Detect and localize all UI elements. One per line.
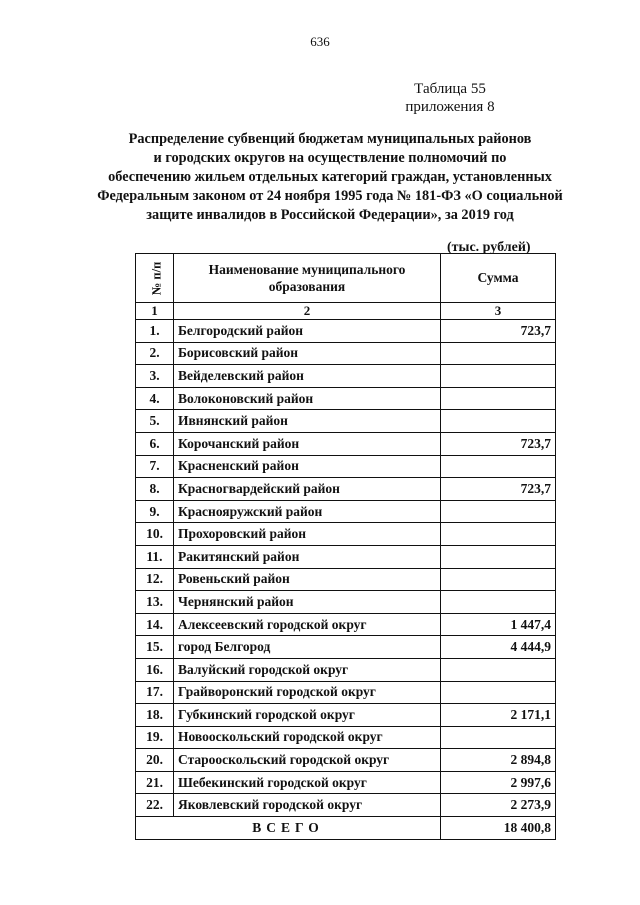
row-name: Шебекинский городской округ	[174, 771, 441, 794]
table-row	[136, 681, 556, 704]
row-number: 16.	[136, 658, 174, 681]
row-number: 6.	[136, 432, 174, 455]
row-name: Волоконовский район	[174, 387, 441, 410]
row-name: Новооскольский городской округ	[174, 726, 441, 749]
header-number-label: № п/п	[149, 261, 164, 296]
table-row	[136, 500, 556, 523]
row-sum: 4 444,9	[441, 636, 556, 659]
row-sum: 723,7	[441, 432, 556, 455]
row-name: Чернянский район	[174, 591, 441, 614]
row-sum	[441, 726, 556, 749]
units-label: (тыс. рублей)	[447, 240, 531, 255]
table-reference	[395, 80, 505, 116]
row-number: 4.	[136, 387, 174, 410]
header-number	[136, 254, 174, 303]
row-name: Алексеевский городской округ	[174, 613, 441, 636]
row-sum	[441, 681, 556, 704]
row-number: 14.	[136, 613, 174, 636]
row-sum	[441, 500, 556, 523]
row-name: Белгородский район	[174, 320, 441, 343]
table-row	[136, 432, 556, 455]
row-sum	[441, 410, 556, 433]
column-number: 3	[441, 303, 556, 320]
row-number: 22.	[136, 794, 174, 817]
row-sum: 2 894,8	[441, 749, 556, 772]
row-sum: 723,7	[441, 320, 556, 343]
table-row	[136, 568, 556, 591]
row-number: 18.	[136, 704, 174, 727]
row-name: Ровеньский район	[174, 568, 441, 591]
row-sum	[441, 658, 556, 681]
header-row	[136, 254, 556, 303]
table-ref-line-2: приложения 8	[405, 99, 495, 115]
row-number: 9.	[136, 500, 174, 523]
row-number: 17.	[136, 681, 174, 704]
row-sum: 2 171,1	[441, 704, 556, 727]
row-sum	[441, 455, 556, 478]
row-number: 19.	[136, 726, 174, 749]
table-row	[136, 365, 556, 388]
row-number: 3.	[136, 365, 174, 388]
title-line: обеспечению жильем отдельных категорий граждан, установленных	[108, 169, 552, 185]
table-row	[136, 704, 556, 727]
row-sum	[441, 342, 556, 365]
total-label: ВСЕГО	[136, 817, 441, 840]
table-row	[136, 455, 556, 478]
row-sum	[441, 545, 556, 568]
table-row	[136, 658, 556, 681]
column-number: 2	[174, 303, 441, 320]
row-number: 1.	[136, 320, 174, 343]
column-numbers-row	[136, 303, 556, 320]
row-sum	[441, 568, 556, 591]
row-number: 11.	[136, 545, 174, 568]
row-name: Красногвардейский район	[174, 478, 441, 501]
row-sum: 1 447,4	[441, 613, 556, 636]
table-row	[136, 410, 556, 433]
subvention-table	[135, 253, 556, 840]
title-line: Федеральным законом от 24 ноября 1995 года № 181-ФЗ «О социальной	[97, 188, 563, 204]
row-sum	[441, 523, 556, 546]
table-row	[136, 726, 556, 749]
row-number: 13.	[136, 591, 174, 614]
row-number: 15.	[136, 636, 174, 659]
row-sum: 723,7	[441, 478, 556, 501]
table-row	[136, 387, 556, 410]
table-row	[136, 523, 556, 546]
table-row	[136, 794, 556, 817]
row-sum: 2 997,6	[441, 771, 556, 794]
row-name: Грайворонский городской округ	[174, 681, 441, 704]
row-name: Ракитянский район	[174, 545, 441, 568]
table-row	[136, 478, 556, 501]
row-sum	[441, 591, 556, 614]
header-sum: Сумма	[441, 254, 556, 303]
row-name: Валуйский городской округ	[174, 658, 441, 681]
table-row	[136, 591, 556, 614]
row-name: Красненский район	[174, 455, 441, 478]
row-name: Прохоровский район	[174, 523, 441, 546]
column-number: 1	[136, 303, 174, 320]
row-name: Ивнянский район	[174, 410, 441, 433]
row-number: 8.	[136, 478, 174, 501]
row-name: город Белгород	[174, 636, 441, 659]
row-name: Краснояружский район	[174, 500, 441, 523]
row-number: 12.	[136, 568, 174, 591]
row-name: Вейделевский район	[174, 365, 441, 388]
row-sum	[441, 387, 556, 410]
title-line: защите инвалидов в Российской Федерации», за 2019 год	[146, 207, 514, 223]
row-number: 20.	[136, 749, 174, 772]
total-row	[136, 817, 556, 840]
title-line: Распределение субвенций бюджетам муниципальных районов	[128, 131, 532, 147]
row-number: 7.	[136, 455, 174, 478]
row-name: Яковлевский городской округ	[174, 794, 441, 817]
row-sum: 2 273,9	[441, 794, 556, 817]
row-number: 2.	[136, 342, 174, 365]
row-number: 10.	[136, 523, 174, 546]
row-name: Корочанский район	[174, 432, 441, 455]
row-name: Губкинский городской округ	[174, 704, 441, 727]
row-sum	[441, 365, 556, 388]
table-row	[136, 636, 556, 659]
table-row	[136, 342, 556, 365]
table-row	[136, 320, 556, 343]
row-number: 21.	[136, 771, 174, 794]
total-sum: 18 400,8	[441, 817, 556, 840]
table-row	[136, 771, 556, 794]
table-ref-line-1: Таблица 55	[414, 81, 486, 97]
table-row	[136, 545, 556, 568]
title-line: и городских округов на осуществление полномочий по	[153, 150, 507, 166]
table-row	[136, 749, 556, 772]
row-name: Борисовский район	[174, 342, 441, 365]
row-number: 5.	[136, 410, 174, 433]
table-row	[136, 613, 556, 636]
row-name: Старооскольский городской округ	[174, 749, 441, 772]
page-number: 636	[310, 34, 330, 49]
document-title	[95, 130, 565, 225]
table-body	[136, 320, 556, 817]
header-name: Наименование муниципального образования	[174, 254, 441, 303]
